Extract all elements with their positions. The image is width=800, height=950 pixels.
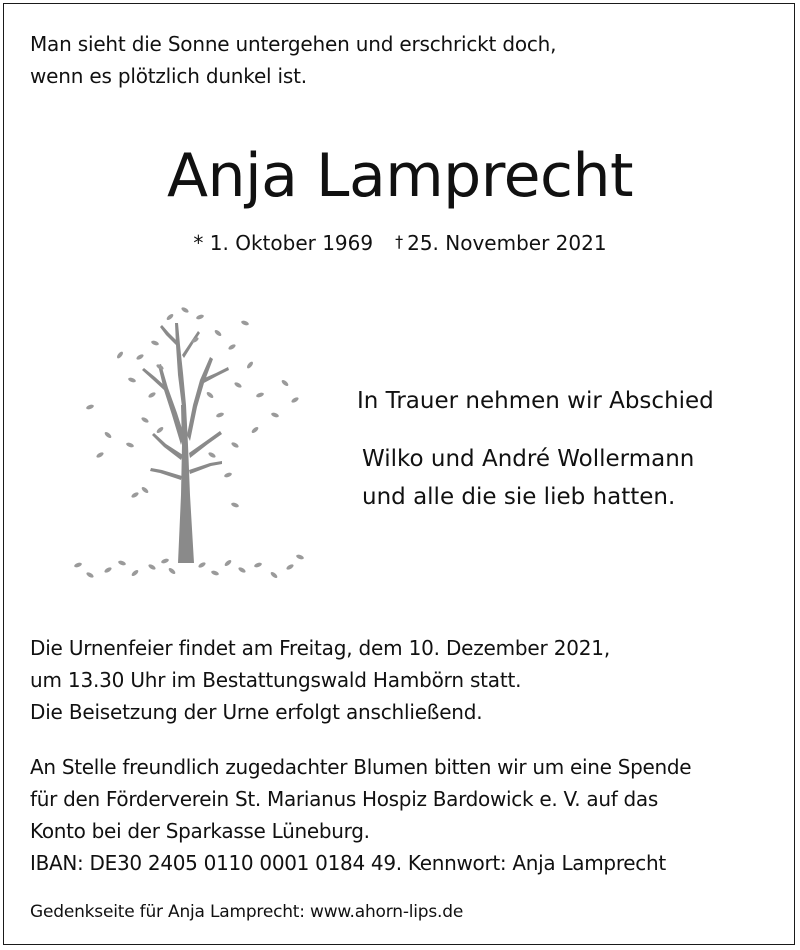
service-line-2: um 13.30 Uhr im Bestattungswald Hambörn statt. <box>30 668 522 692</box>
cross-icon: † <box>395 232 404 251</box>
donation-iban: IBAN: DE30 2405 0110 0001 0184 49. Kennwort: Anja Lamprecht <box>30 851 666 875</box>
funeral-service-info <box>30 632 610 728</box>
mourners-line-2: und alle die sie lieb hatten. <box>362 484 676 510</box>
service-line-1: Die Urnenfeier findet am Freitag, dem 10. Dezember 2021, <box>30 636 610 660</box>
donation-line-1: An Stelle freundlich zugedachter Blumen bitten wir um eine Spende <box>30 755 692 779</box>
donation-line-2: für den Förderverein St. Marianus Hospiz Bardowick e. V. auf das <box>30 787 658 811</box>
quote-line-1: Man sieht die Sonne untergehen und erschrickt doch, <box>30 32 557 56</box>
memorial-page-link[interactable]: Gedenkseite für Anja Lamprecht: www.ahorn-lips.de <box>30 902 464 922</box>
autumn-tree-icon <box>60 295 310 595</box>
mourning-heading: In Trauer nehmen wir Abschied <box>357 388 714 414</box>
birth-date: * 1. Oktober 1969 <box>193 231 374 255</box>
donation-info <box>30 751 691 879</box>
mourners <box>362 440 694 516</box>
death-date: 25. November 2021 <box>407 231 607 255</box>
quote-line-2: wenn es plötzlich dunkel ist. <box>30 64 307 88</box>
service-line-3: Die Beisetzung der Urne erfolgt anschließend. <box>30 700 483 724</box>
life-dates <box>0 228 800 260</box>
opening-quote <box>30 28 556 92</box>
mourners-line-1: Wilko und André Wollermann <box>362 446 695 472</box>
deceased-name: Anja Lamprecht <box>166 141 634 211</box>
donation-line-3: Konto bei der Sparkasse Lüneburg. <box>30 819 370 843</box>
